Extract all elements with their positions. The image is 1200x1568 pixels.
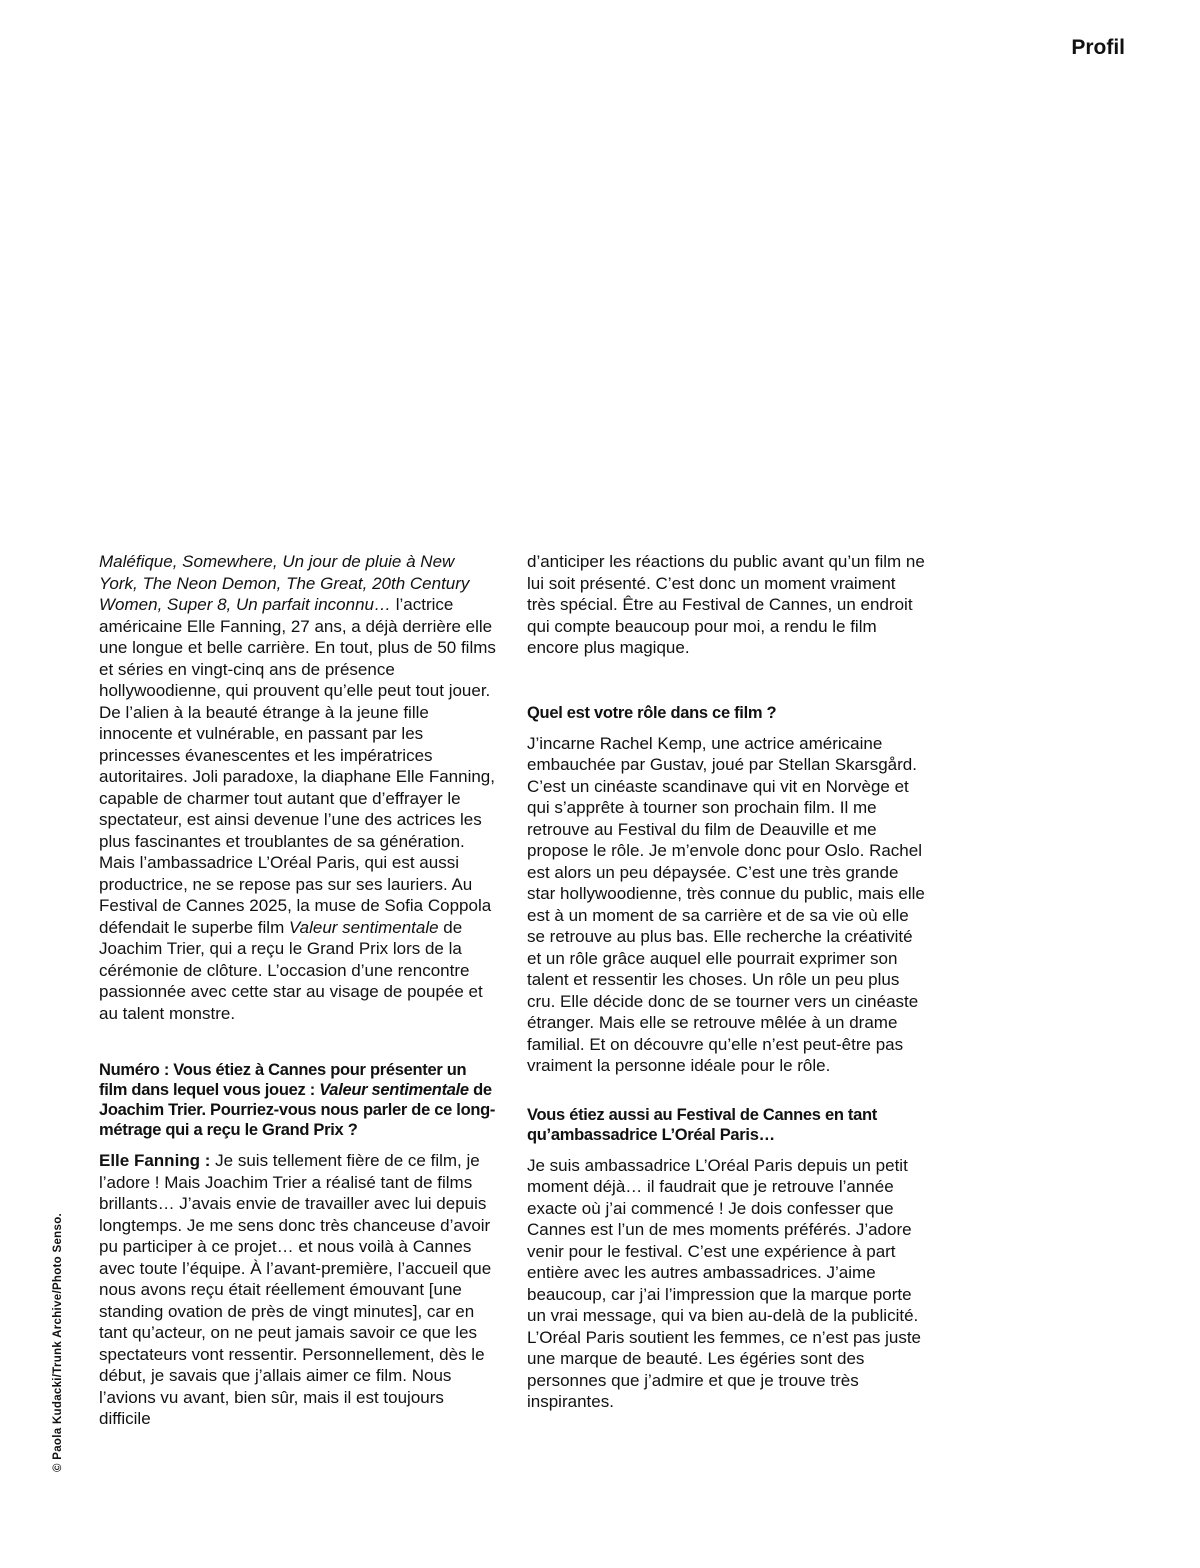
intro-paragraph <box>99 551 497 1024</box>
answer-1 <box>99 1150 497 1430</box>
answer-3: Je suis ambassadrice L’Oréal Paris depuis un petit moment déjà… il faudrait que je retrouve l’année exacte où j’ai commencé ! Je dois confesser que Cannes est l’un de mes moments préférés. J’adore venir pour le festival. C’est une expérience à part entière avec les autres ambassadrices. J’aime beaucoup, car j’ai l’impression que la marque porte un vrai message, qui va bien au-delà de la publicité. L’Oréal Paris soutient les femmes, ce n’est pas juste une marque de beauté. Les égéries sont des personnes que j’admire et que je trouve très inspirantes. <box>527 1155 922 1411</box>
column-right <box>527 551 925 1413</box>
intro-text-end: de Joachim Trier, qui a reçu le Grand Prix lors de la cérémonie de clôture. L’occasion d’une rencontre passionnée avec cette star au visage de poupée et au talent monstre. <box>99 917 483 1023</box>
question-1-text: Numéro : Vous étiez à Cannes pour présenter un film dans lequel vous jouez : <box>99 1061 467 1099</box>
film-titles-italic: Maléfique, Somewhere, Un jour de pluie à New York, The Neon Demon, The Great, 20th Century Women, Super 8, Un parfait inconnu… <box>99 552 470 614</box>
answer-1-text: Je suis tellement fière de ce film, je l’adore ! Mais Joachim Trier a réalisé tant de films brillants… J’avais envie de travailler avec lui depuis longtemps. Je me sens donc très chanceuse d’avoir pu participer à ce projet… et nous voilà à Cannes avec toute l’équipe. À l’avant-première, l’accueil que nous avons reçu était réellement émouvant [une standing ovation de près de vingt minutes], car en tant qu’acteur, on ne peut jamais savoir ce que les spectateurs vont ressentir. Personnellement, dès le début, je savais que j’allais aimer ce film. Nous l’avions vu avant, bien sûr, mais il est toujours difficile <box>99 1151 492 1428</box>
intro-text: l’actrice américaine Elle Fanning, 27 ans, a déjà derrière elle une longue et belle carrière. En tout, plus de 50 films et séries en vingt-cinq ans de présence hollywoodienne, qui prouvent qu’elle peut tout jouer. De l’alien à la beauté étrange à la jeune fille innocente et vulnérable, en passant par les princesses évanescentes et les impératrices autoritaires. Joli paradoxe, la diaphane Elle Fanning, capable de charmer tout autant que d’effrayer le spectateur, est ainsi devenue l’une des actrices les plus fascinantes et troublantes de sa génération. Mais l’ambassadrice L’Oréal Paris, qui est aussi productrice, ne se repose pas sur ses lauriers. Au Festival de Cannes 2025, la muse de Sofia Coppola défendait le superbe film <box>99 595 496 937</box>
question-2: Quel est votre rôle dans ce film ? <box>527 703 777 722</box>
page-title: Profil <box>1071 36 1125 59</box>
question-1-text-end: de Joachim Trier. Pourriez-vous nous parler de ce long-métrage qui a reçu le Grand Prix ? <box>99 1081 496 1139</box>
answer-2: J’incarne Rachel Kemp, une actrice américaine embauchée par Gustav, joué par Stellan Skarsgård. C’est un cinéaste scandinave qui vit en Norvège et qui s’apprête à tourner son prochain film. Il me retrouve au Festival du film de Deauville et me propose le rôle. Je m’envole donc pour Oslo. Rachel est alors un peu dépaysée. C’est une très grande star hollywoodienne, très connue du public, mais elle est à un moment de sa carrière et de sa vie où elle se retrouve au plus bas. Elle recherche la créativité et un rôle grâce auquel elle pourrait exprimer son talent et ressentir les choses. Un rôle un peu plus cru. Elle décide donc de se tourner vers un cinéaste étranger. Mais elle se retrouve mêlée à un drame familial. Et on découvre qu’elle n’est peut-être pas vraiment la personne idéale pour le rôle. <box>527 733 925 1075</box>
question-1 <box>99 1060 497 1140</box>
answer-1-continued: d’anticiper les réactions du public avant qu’un film ne lui soit présenté. C’est donc un moment vraiment très spécial. Être au Festival de Cannes, un endroit qui compte beaucoup pour moi, a rendu le film encore plus magique. <box>527 552 925 657</box>
column-left <box>99 551 497 1430</box>
film-title-valeur-sentimentale: Valeur sentimentale <box>288 917 439 937</box>
film-title-valeur-sentimentale: Valeur sentimentale <box>319 1081 469 1099</box>
photo-credit: © Paola Kudacki/Trunk Archive/Photo Senso. <box>52 1212 64 1472</box>
question-3: Vous étiez aussi au Festival de Cannes en tant qu’ambassadrice L’Oréal Paris… <box>527 1105 877 1144</box>
speaker-name: Elle Fanning : <box>99 1151 216 1170</box>
